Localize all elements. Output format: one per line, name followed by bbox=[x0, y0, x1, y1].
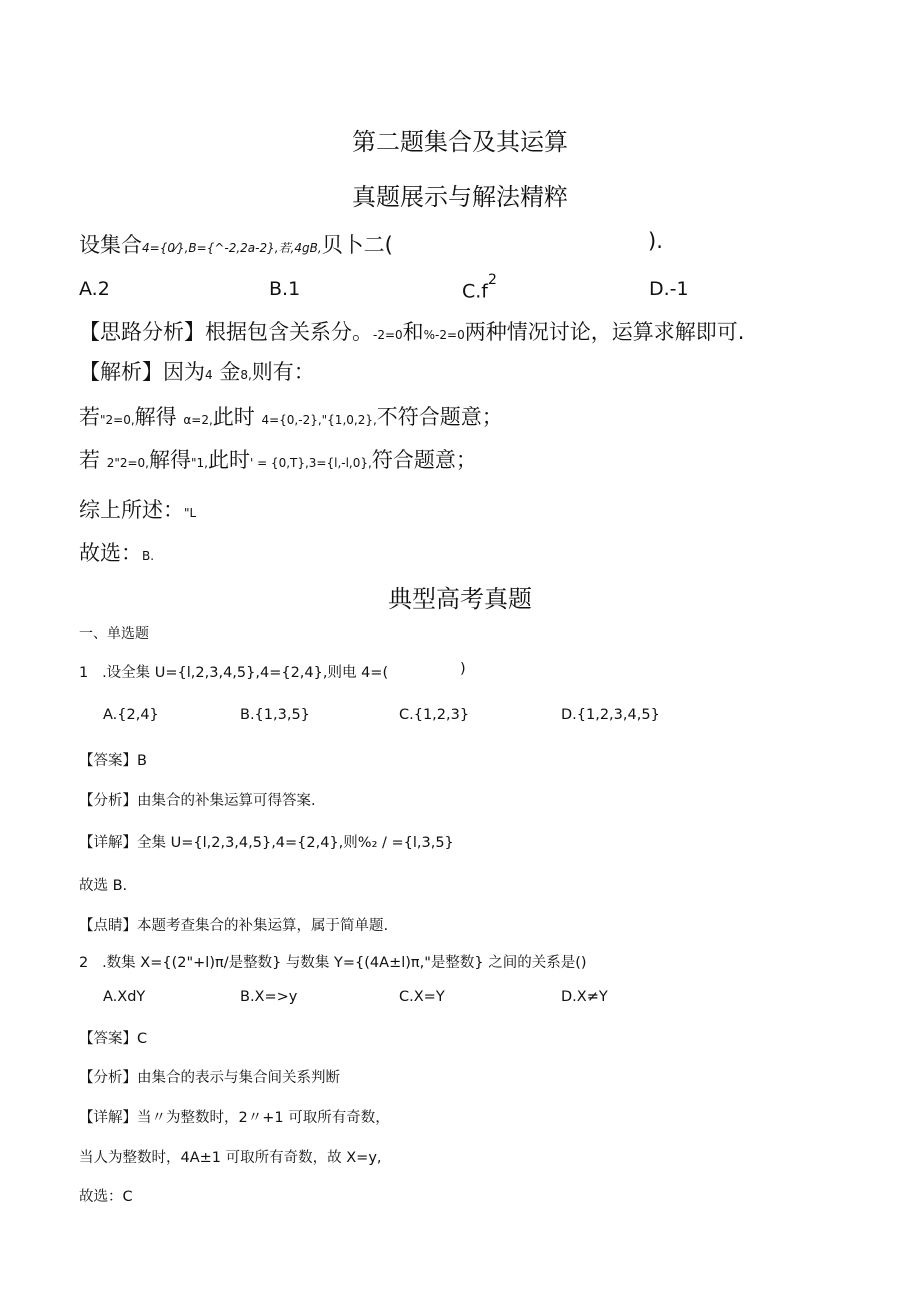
problem-case-2: 若 2"2=0,解得"1,此时' = {0,T},3={l,-l,0},符合题意； bbox=[79, 448, 477, 472]
question-1-option-c: C.{1,2,3} bbox=[399, 707, 470, 723]
problem-choose: 故选：B. bbox=[79, 541, 155, 565]
question-2-option-c: C.X=Y bbox=[399, 989, 445, 1005]
problem-tail: 贝卜二( bbox=[321, 233, 393, 257]
question-1-option-b: B.{1,3,5} bbox=[240, 707, 310, 723]
question-2-detail-2: 当人为整数时，4A±1 可取所有奇数，故 X=y, bbox=[79, 1150, 382, 1166]
question-2-choose: 故选：C bbox=[79, 1189, 133, 1205]
problem-statement bbox=[79, 229, 393, 259]
problem-option-c: $C.f^2$ bbox=[462, 272, 497, 303]
problem-paren-close: ). bbox=[648, 229, 663, 253]
question-1-analysis: 【分析】由集合的补集运算可得答案. bbox=[79, 793, 316, 809]
question-1-option-d: D.{1,2,3,4,5} bbox=[561, 707, 660, 723]
page-subtitle: 真题展示与解法精粹 bbox=[352, 183, 568, 211]
question-2-analysis: 【分析】由集合的表示与集合间关系判断 bbox=[79, 1070, 340, 1086]
question-1-answer: 【答案】B bbox=[79, 753, 147, 769]
problem-analysis: 【思路分析】根据包含关系分。-2=0和%-2=0两种情况讨论，运算求解即可. bbox=[79, 320, 745, 344]
problem-option-b: B.1 bbox=[269, 278, 301, 300]
question-2-answer: 【答案】C bbox=[79, 1031, 148, 1047]
question-1-choose: 故选 B. bbox=[79, 878, 128, 894]
page-title: 第二题集合及其运算 bbox=[352, 128, 568, 156]
question-2-detail-1: 【详解】当〃为整数时，2〃+1 可取所有奇数， bbox=[79, 1110, 390, 1126]
question-2-number: 2 bbox=[79, 955, 89, 971]
section-heading: 典型高考真题 bbox=[388, 585, 532, 613]
question-1-paren-close: ) bbox=[460, 661, 466, 677]
section-single-choice: 一、单选题 bbox=[79, 626, 149, 642]
problem-lead: 设集合 bbox=[79, 233, 142, 257]
question-1-stem: 1 .设全集 U={l,2,3,4,5},4={2,4},则电 4=( bbox=[79, 665, 389, 681]
problem-summary: 综上所述："L bbox=[79, 498, 197, 522]
question-1-comment: 【点睛】本题考查集合的补集运算，属于简单题. bbox=[79, 918, 389, 934]
option-c-superscript: 2 bbox=[488, 272, 497, 288]
problem-case-1: 若"2=0,解得 α=2,此时 4={0,-2},"{1,0,2},不符合题意； bbox=[79, 405, 503, 429]
problem-solution: 【解析】因为4 金8,则有： bbox=[79, 360, 315, 384]
problem-option-a: A.2 bbox=[79, 278, 110, 300]
question-2-option-d: D.X≠Y bbox=[561, 989, 608, 1005]
question-1-number: 1 bbox=[79, 665, 89, 681]
question-2-option-b: B.X=>y bbox=[240, 989, 298, 1005]
question-2-option-a: A.XdY bbox=[103, 989, 146, 1005]
question-2-stem: 2 .数集 X={(2"+l)π/是整数} 与数集 Y={(4A±l)π,"是整数} 之间的关系是() bbox=[79, 955, 587, 971]
problem-option-d: D.-1 bbox=[649, 278, 689, 300]
question-1-detail: 【详解】全集 U={l,2,3,4,5},4={2,4},则%₂ / ={l,3,5} bbox=[79, 835, 454, 851]
problem-expr: 4={0⁄},B={^-2,2a-2},若,4gB, bbox=[142, 241, 322, 255]
question-1-option-a: A.{2,4} bbox=[103, 707, 159, 723]
